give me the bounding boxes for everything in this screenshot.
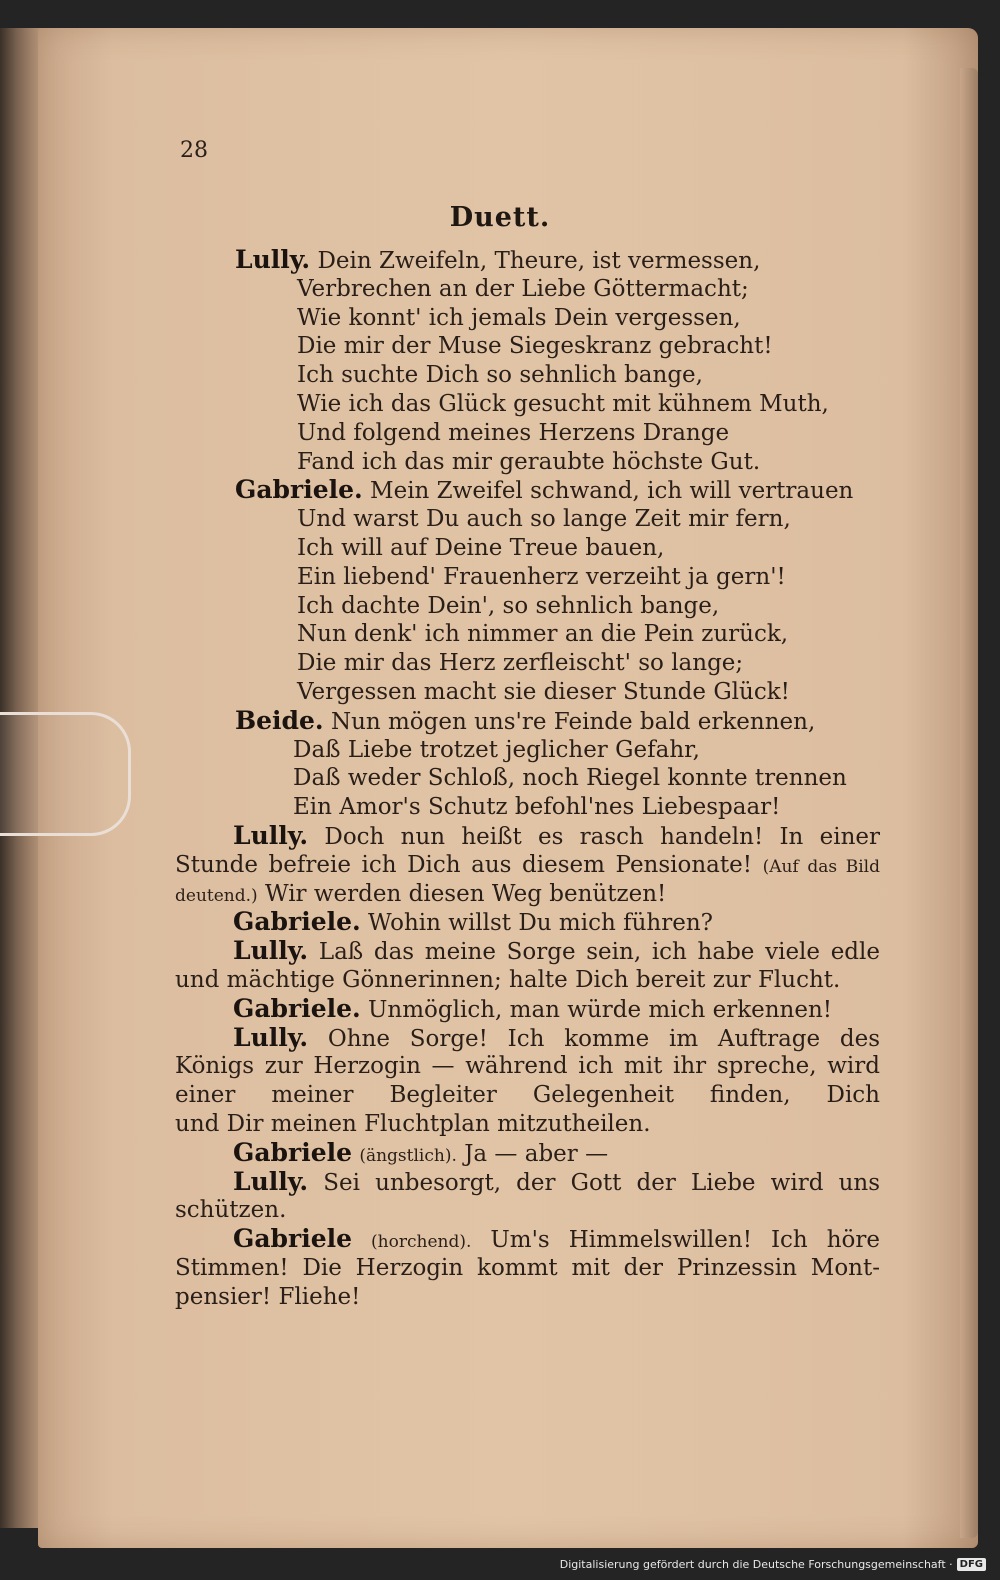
text-line [175, 908, 880, 937]
line-text: Sei unbesorgt, der Gott der Liebe wird uns [323, 1169, 880, 1196]
footer-credit [560, 1554, 986, 1574]
line-text: und mächtige Gönnerinnen; halte Dich bereit zur Flucht. [175, 966, 841, 993]
text-line [175, 736, 880, 765]
line-text: Ein liebend' Frauenherz verzeiht ja gern'! [297, 563, 786, 590]
text-line [175, 822, 880, 851]
text-line [175, 1196, 880, 1225]
stage-direction: deutend.) [175, 885, 258, 906]
body-text [175, 246, 880, 1311]
page-number: 28 [180, 138, 208, 163]
speaker-name: Gabriele. [233, 907, 361, 937]
line-text: schützen. [175, 1197, 287, 1224]
speaker-name: Lully. [233, 1023, 309, 1052]
text-line [175, 1081, 880, 1110]
section-heading: Duett. [449, 202, 551, 233]
line-text: Ja — aber — [464, 1140, 609, 1167]
stage-direction: (horchend). [371, 1232, 472, 1253]
text-line [175, 1283, 880, 1312]
line-text: Doch nun heißt es rasch handeln! In einer [324, 823, 880, 850]
text-line [175, 419, 880, 448]
line-text: Um's Himmelswillen! Ich höre [490, 1227, 880, 1254]
stage-direction: (Auf das Bild [762, 856, 880, 877]
dfg-logo-icon: DFG [957, 1558, 986, 1571]
text-line [175, 1168, 880, 1197]
speaker-name: Gabriele [233, 1225, 353, 1254]
text-line [175, 505, 880, 534]
line-text: Daß Liebe trotzet jeglicher Gefahr, [293, 736, 700, 763]
page-edge [960, 68, 978, 1538]
line-text: Und warst Du auch so lange Zeit mir fern, [297, 506, 791, 533]
text-line [175, 592, 880, 621]
line-text: Wir werden diesen Weg benützen! [264, 880, 667, 907]
text-line [175, 880, 880, 909]
line-text: Wohin willst Du mich führen? [368, 910, 713, 937]
line-text: Die mir der Muse Siegeskranz gebracht! [297, 333, 773, 360]
line-text: Dein Zweifeln, Theure, ist vermessen, [317, 248, 761, 274]
text-line [175, 1139, 880, 1168]
speaker-name: Lully. [233, 821, 309, 850]
footer-text: Digitalisierung gefördert durch die Deutsche Forschungsgemeinschaft · [559, 1557, 953, 1571]
speaker-name: Gabriele. [233, 993, 361, 1023]
line-text: einer meiner Begleiter Gelegenheit finden, Dich [175, 1082, 880, 1109]
line-text: Nun denk' ich nimmer an die Pein zurück, [297, 621, 789, 648]
line-text: Die mir das Herz zerfleischt' so lange; [297, 650, 744, 677]
line-text: Unmöglich, man würde mich erkennen! [368, 996, 833, 1023]
line-text: Verbrechen an der Liebe Göttermacht; [297, 275, 749, 302]
text-line [175, 246, 880, 275]
speaker-name: Beide. [235, 705, 324, 735]
text-line [175, 966, 880, 995]
speaker-name: Lully. [235, 245, 311, 274]
speaker-name: Gabriele. [235, 475, 363, 505]
text-line [175, 275, 880, 304]
text-line [175, 764, 880, 793]
text-line [175, 1254, 880, 1283]
line-text: Laß das meine Sorge sein, ich habe viele edle [318, 939, 880, 966]
text-line [175, 707, 880, 736]
text-line [175, 678, 880, 707]
text-line [175, 995, 880, 1024]
text-line [175, 620, 880, 649]
line-text: pensier! Fliehe! [175, 1283, 361, 1310]
line-text: Ohne Sorge! Ich komme im Auftrage des [327, 1025, 880, 1052]
text-line [175, 1110, 880, 1139]
line-text: Wie ich das Glück gesucht mit kühnem Muth, [297, 390, 829, 417]
speaker-name: Lully. [233, 937, 309, 966]
line-text: Stimmen! Die Herzogin kommt mit der Prinzessin Mont- [175, 1254, 880, 1281]
text-line [175, 1052, 880, 1081]
line-text: und Dir meinen Fluchtplan mitzutheilen. [175, 1110, 651, 1137]
text-line [175, 851, 880, 880]
text-line [175, 361, 880, 390]
text-line [175, 304, 880, 333]
text-line [175, 937, 880, 966]
speaker-name: Lully. [233, 1167, 309, 1196]
line-text: Ein Amor's Schutz befohl'nes Liebespaar! [293, 794, 781, 821]
line-text: Mein Zweifel schwand, ich will vertrauen [370, 478, 854, 505]
page-clip-tab [0, 712, 131, 836]
line-text: Ich dachte Dein', so sehnlich bange, [297, 592, 720, 619]
text-line [175, 448, 880, 477]
line-text: Königs zur Herzogin — während ich mit ihr spreche, wird [175, 1053, 880, 1080]
line-text: Nun mögen uns're Feinde bald erkennen, [330, 708, 816, 735]
text-line [175, 534, 880, 563]
line-text: Ich will auf Deine Treue bauen, [297, 534, 665, 561]
text-line [175, 1225, 880, 1254]
text-line [175, 563, 880, 592]
text-line [175, 390, 880, 419]
line-text: Vergessen macht sie dieser Stunde Glück! [297, 678, 790, 705]
line-text: Und folgend meines Herzens Drange [297, 419, 730, 446]
text-line [175, 793, 880, 822]
text-line [175, 332, 880, 361]
line-text: Stunde befreie ich Dich aus diesem Pensionate! [175, 851, 752, 878]
text-line [175, 1024, 880, 1053]
text-line [175, 476, 880, 505]
text-line [175, 649, 880, 678]
speaker-name: Gabriele [233, 1137, 353, 1167]
line-text: Ich suchte Dich so sehnlich bange, [297, 362, 703, 389]
line-text: Daß weder Schloß, noch Riegel konnte trennen [293, 765, 847, 792]
line-text: Fand ich das mir geraubte höchste Gut. [297, 448, 761, 475]
stage-direction: (ängstlich). [359, 1145, 457, 1166]
line-text: Wie konnt' ich jemals Dein vergessen, [297, 304, 741, 331]
